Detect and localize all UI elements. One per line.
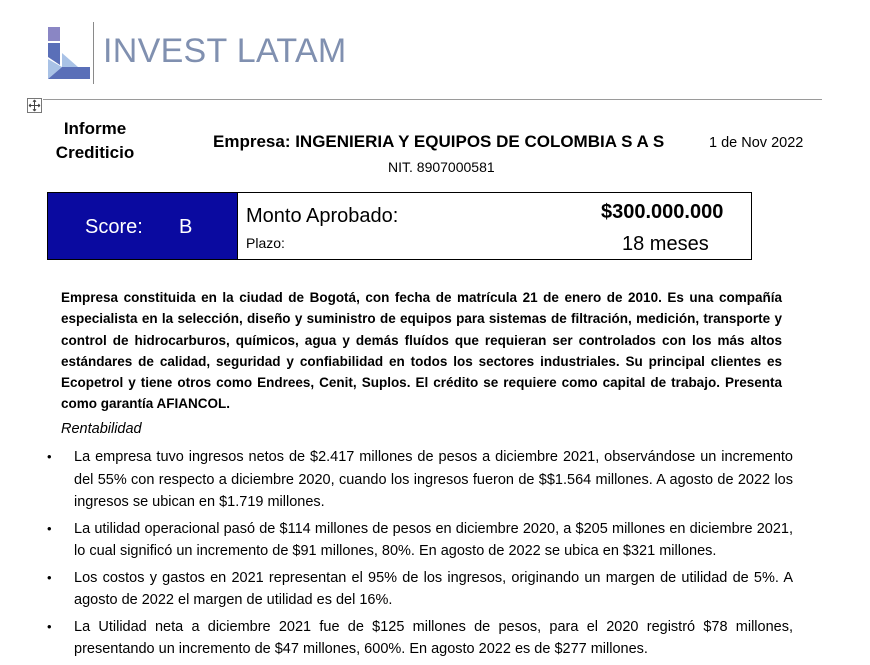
bullet-icon: •: [47, 520, 52, 536]
summary-divider: [237, 193, 238, 259]
plazo-label: Plazo:: [246, 235, 285, 251]
logo-divider: [93, 22, 94, 84]
bullet-icon: •: [47, 569, 52, 585]
monto-label: Monto Aprobado:: [246, 205, 399, 227]
rentabilidad-list: [47, 446, 793, 665]
company-description: Empresa constituida en la ciudad de Bogotá, con fecha de matrícula 21 de enero de 2010. Es una compañía especialista en la selección, diseño y suministro de equipos para sistemas de filtración, medición, transporte y control de hidrocarburos, químicos, agua y demás fluídos que requieran ser controlados con los más altos estándares de calidad, seguridad y confiabilidad en todos los sectores industriales. Su principal clientes es Ecopetrol y tiene otros como Endrees, Cenit, Suplos. El crédito se requiere como capital de trabajo. Presenta como garantía AFIANCOL.: [61, 290, 782, 412]
brand-name: INVEST LATAM: [103, 32, 347, 70]
score-label: Score:: [85, 216, 143, 238]
section-label: Rentabilidad: [61, 421, 142, 437]
list-item: [47, 616, 793, 661]
company-name: Empresa: INGENIERIA Y EQUIPOS DE COLOMBIA S A S: [213, 132, 665, 151]
list-item: [47, 446, 793, 514]
list-item: [47, 518, 793, 563]
score-value: B: [179, 216, 193, 238]
bullet-icon: •: [47, 449, 52, 464]
report-date: 1 de Nov 2022: [709, 135, 804, 151]
list-item-text: La utilidad operacional pasó de $114 millones de pesos en diciembre 2020, a $205 millones en diciembre 2021, lo cual significó un incremento de $91 millones, 80%. En agosto de 2022 se ubica en $321 millones.: [74, 520, 793, 559]
monto-value: $300.000.000: [601, 201, 724, 223]
company-nit: NIT. 8907000581: [388, 159, 495, 175]
table-move-handle-icon[interactable]: [27, 98, 42, 113]
list-item-text: La empresa tuvo ingresos netos de $2.417 millones de pesos a diciembre 2021, observándose un incremento del 55% con respecto a diciembre 2020, cuando los ingresos fueron de $$1.564 millones. A agosto de 2022 los ingresos se ubican en $1.719 millones.: [74, 449, 793, 510]
report-title: Informe Crediticio: [55, 119, 135, 162]
list-item: [47, 567, 793, 612]
list-item-text: Los costos y gastos en 2021 representan el 95% de los ingresos, originando un margen de utilidad de 5%. A agosto de 2022 el margen de utilidad es del 16%.: [74, 569, 793, 608]
list-item-text: La Utilidad neta a diciembre 2021 fue de $125 millones de pesos, para el 2020 registró $78 millones, presentando un incremento de $47 millones, 600%. En agosto 2022 es de $277 millones.: [74, 618, 793, 657]
score-cell: [48, 193, 237, 259]
bullet-icon: •: [47, 618, 52, 634]
header-rule: [43, 99, 822, 100]
plazo-value: 18 meses: [622, 233, 709, 255]
invest-latam-logo-icon: [48, 27, 90, 79]
